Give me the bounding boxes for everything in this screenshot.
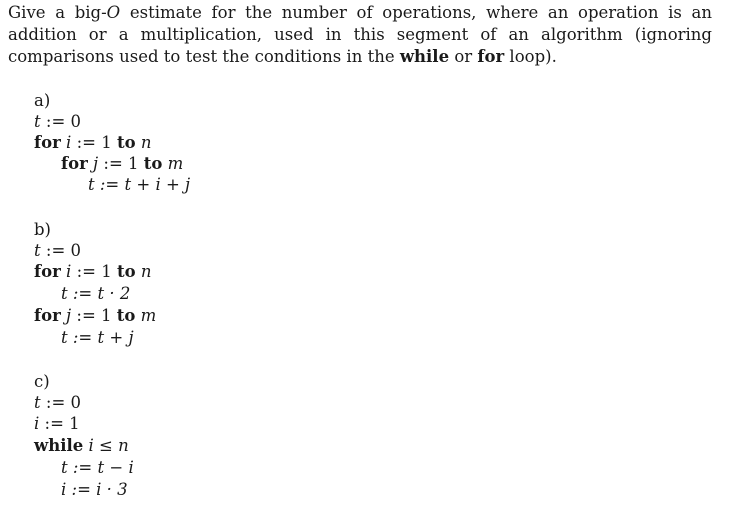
var-i: i [34,414,40,433]
var-i: i [60,133,72,152]
assign-start: := 1 [71,262,117,281]
part-c-line1 [34,392,81,414]
var-i: i [60,262,72,281]
part-c-line5: i := i · 3 [61,480,128,499]
part-a-line2 [34,132,151,154]
var-t: t [34,241,41,260]
var-t: t [34,393,41,412]
assign-start: := 1 [98,154,144,173]
keyword-for: for [34,262,61,281]
part-a-line3 [61,153,183,175]
keyword-while: while [34,436,84,455]
assign-start: := 1 [71,306,117,325]
keyword-to: to [143,154,163,173]
intro-part3: or [449,47,478,66]
part-a-label: a) [34,91,51,110]
assign-rest: := 0 [40,112,82,131]
keyword-to: to [116,262,136,281]
part-c-line3 [34,435,129,457]
part-b-line4 [34,305,156,327]
var-j: j [60,306,72,325]
part-b-line5: t := t + j [61,328,134,347]
assign-rest: := 0 [40,241,82,260]
keyword-to: to [116,133,136,152]
keyword-for: for [34,133,61,152]
part-a-line1 [34,111,81,133]
part-b-line2 [34,261,151,283]
part-c-line4: t := t − i [61,458,134,477]
assign-rest: := 1 [39,414,80,433]
intro-part1: Give a big- [8,3,107,22]
var-t: t [34,112,41,131]
intro-part2: estimate for the number of operations, where an operation is an addition or a multiplication, used in this segment of an algorithm (ignoring comparisons used to test the conditions in the [8,3,712,66]
part-c-line2 [34,413,80,435]
var-j: j [87,154,99,173]
bound-m: m [162,154,184,173]
bound-n: n [135,262,152,281]
bound-n: n [135,133,152,152]
assign-start: := 1 [71,133,117,152]
keyword-for: for [477,47,505,66]
part-b-label: b) [34,220,51,239]
intro-part4: loop). [504,47,557,66]
part-b-line1 [34,240,81,262]
keyword-for: for [61,154,88,173]
keyword-for: for [34,306,61,325]
assign-rest: := 0 [40,393,82,412]
part-c-label: c) [34,372,50,391]
keyword-while: while [399,47,450,66]
part-b-line3: t := t · 2 [61,284,131,303]
loop-condition: i ≤ n [83,436,129,455]
problem-statement [8,2,712,68]
part-a-line4: t := t + i + j [88,175,191,194]
big-o-symbol: O [106,3,121,22]
bound-m: m [135,306,157,325]
keyword-to: to [116,306,136,325]
